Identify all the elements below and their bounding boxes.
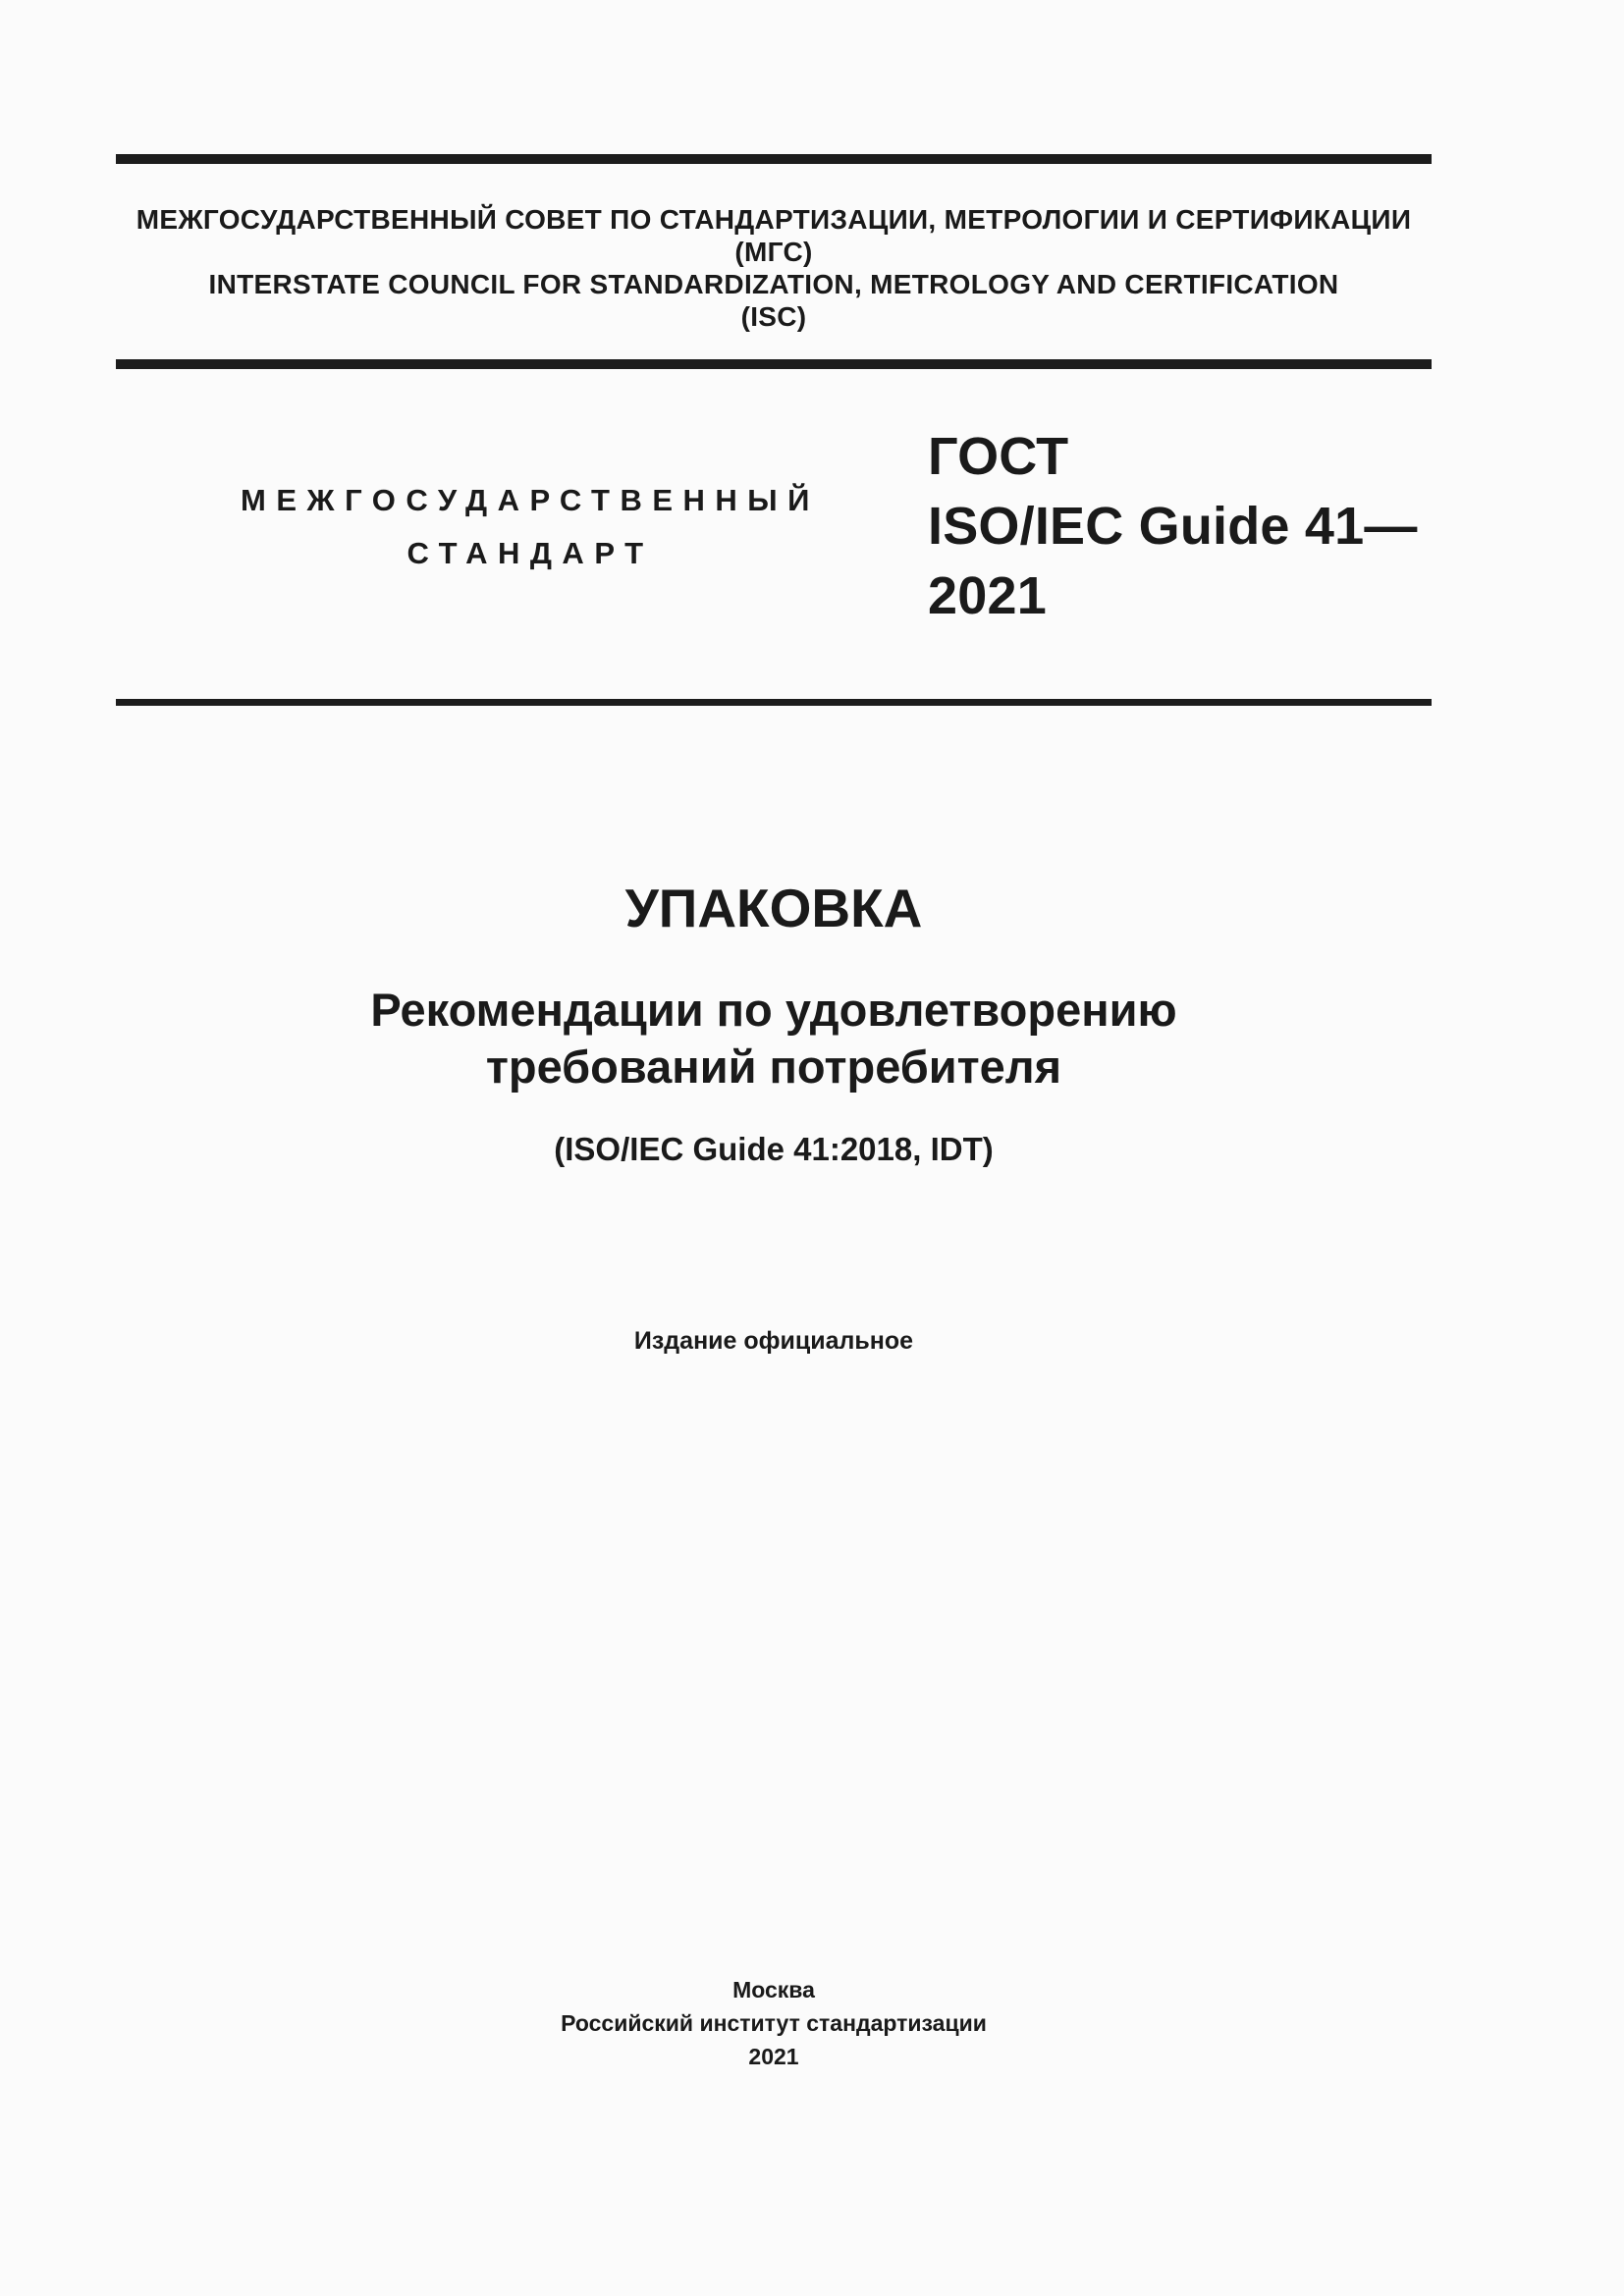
document-title: УПАКОВКА	[624, 878, 923, 938]
council-abbr-en: (ISC)	[740, 301, 807, 332]
imprint-publisher: Российский институт стандартизации	[561, 2010, 987, 2036]
council-abbr-ru: (МГС)	[734, 237, 813, 267]
top-rule	[116, 154, 1432, 164]
standard-type-line1: МЕЖГОСУДАРСТВЕННЫЙ	[241, 483, 820, 517]
imprint	[116, 1973, 1432, 2073]
designation-line3: 2021	[928, 566, 1047, 625]
header-rule	[116, 359, 1432, 369]
council-name-ru: МЕЖГОСУДАРСТВЕННЫЙ СОВЕТ ПО СТАНДАРТИЗАЦИИ, МЕТРОЛОГИИ И СЕРТИФИКАЦИИ	[135, 204, 1412, 235]
standard-designation	[928, 422, 1418, 631]
standard-type-line2: СТАНДАРТ	[406, 536, 654, 570]
council-name-en: INTERSTATE COUNCIL FOR STANDARDIZATION, METROLOGY AND CERTIFICATION	[208, 269, 1339, 299]
international-reference: (ISO/IEC Guide 41:2018, IDT)	[554, 1131, 994, 1167]
designation-line1: ГОСТ	[928, 427, 1069, 486]
imprint-year: 2021	[748, 2044, 799, 2069]
subtitle-line2: требований потребителя	[485, 1041, 1062, 1093]
standard-type	[187, 474, 874, 580]
imprint-city: Москва	[732, 1977, 815, 2002]
council-header	[116, 203, 1432, 333]
document-subtitle	[116, 982, 1432, 1095]
subtitle-line1: Рекомендации по удовлетворению	[370, 984, 1177, 1036]
designation-line2: ISO/IEC Guide 41—	[928, 497, 1418, 556]
edition-label: Издание официальное	[633, 1327, 914, 1355]
designation-rule	[116, 699, 1432, 706]
